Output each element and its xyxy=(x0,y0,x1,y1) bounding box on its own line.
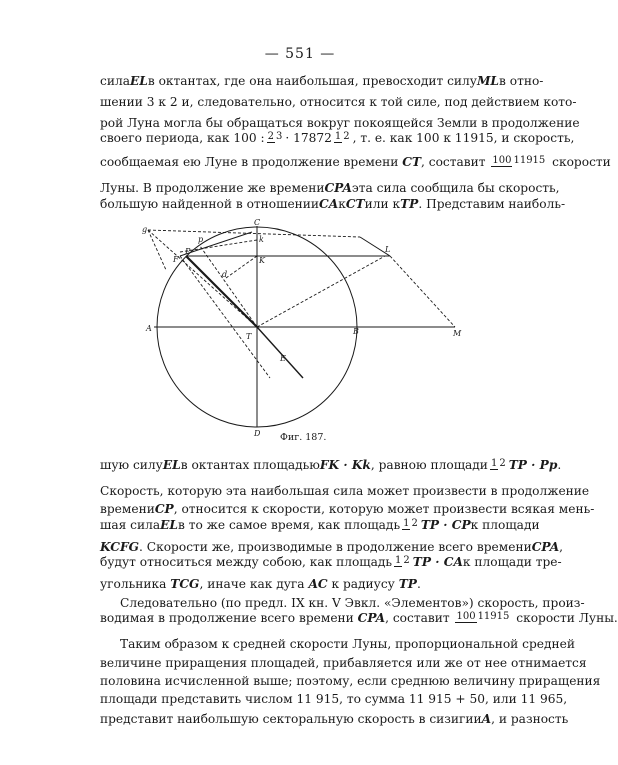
text-line: Следовательно (по предл. IX кн. V Эвкл. «Элементов») скорость, произ- xyxy=(120,596,585,610)
text-line: KCFG . Скорости же, производимые в продолжение всего времени CPA , xyxy=(100,540,564,554)
label-k: k xyxy=(259,235,264,244)
text-line: Скорость, которую эта наибольшая сила может произвести в продолжение xyxy=(100,484,590,498)
text-line: будут относиться между собою, как площадь 1 2 TP · CA к площади тре- xyxy=(100,555,562,569)
text-line: угольника TCG , иначе как дуга AC к радиусу TP . xyxy=(100,577,421,591)
label-F: F xyxy=(173,255,179,264)
label-M: M xyxy=(453,329,462,338)
line-L-M xyxy=(390,256,455,327)
page-number: — 551 — xyxy=(264,46,336,62)
fraction: 1 2 xyxy=(334,131,350,142)
label-g: g xyxy=(142,225,148,234)
figure-caption: Фиг. 187. xyxy=(280,432,327,443)
label-L: L xyxy=(385,245,391,254)
label-T: T xyxy=(246,332,252,341)
label-d: d xyxy=(222,270,228,279)
fraction: 100 11915 xyxy=(456,611,510,622)
text-line: половина исчисленной выше; поэтому, если среднюю величину приращения xyxy=(100,674,601,688)
figure-187 xyxy=(140,218,480,438)
text-line: шая сила EL в то же самое время, как площадь 1 2 TP · CP к площади xyxy=(100,518,540,532)
label-B: B xyxy=(353,327,359,336)
text-line: шении 3 к 2 и, следовательно, относится к той силе, под действием кото- xyxy=(100,95,577,109)
text-line: своего периода, как 100 : 2 3 · 17872 1 2 , т. е. как 100 к 11915, и скорость, xyxy=(100,131,575,145)
text-line: площади представить числом 11 915, то сумма 11 915 + 50, или 11 965, xyxy=(100,692,568,706)
fraction: 2 3 xyxy=(267,131,283,142)
label-p: p xyxy=(198,235,204,244)
text-line: водимая в продолжение всего времени CPA , составит 100 11915 скорости Луны. xyxy=(100,611,618,625)
text-line: рой Луна могла бы обращаться вокруг покоящейся Земли в продолжение xyxy=(100,116,580,130)
fraction: 1 2 xyxy=(403,518,418,529)
text-line: Таким образом к средней скорости Луны, пропорциональной средней xyxy=(120,637,575,651)
label-P: P xyxy=(185,247,191,256)
text-line: величине приращения площадей, прибавляется или же от нее отнимается xyxy=(100,656,587,670)
geometric-diagram xyxy=(140,218,480,438)
text-line: сообщаемая ею Луне в продолжение времени CT , составит 100 11915 скорости xyxy=(100,155,611,169)
label-E: E xyxy=(280,354,286,363)
label-K: K xyxy=(259,256,265,265)
line-T-L xyxy=(257,256,385,327)
label-D: D xyxy=(254,429,261,438)
label-C: C xyxy=(254,218,261,227)
text-line: времени CP , относится к скорости, которую может произвести всякая мень- xyxy=(100,502,595,516)
text-line: большую найденной в отношении CA к CT или к TP . Представим наиболь- xyxy=(100,197,566,211)
text-line: сила EL в октантах, где она наибольшая, превосходит силу ML в отно- xyxy=(100,74,544,88)
fraction: 1 2 xyxy=(490,458,506,469)
text-line: шую силу EL в октантах площадью FK · Kk , равною площади 1 2 TP · Pp . xyxy=(100,458,562,472)
text-line: представит наибольшую секторальную скорость в сизигии A , и разность xyxy=(100,712,569,726)
line-g-T xyxy=(148,230,257,327)
label-A: A xyxy=(146,324,152,333)
line-P-T xyxy=(186,256,257,327)
fraction: 100 11915 xyxy=(492,155,546,166)
text-line: Луны. В продолжение же времени CPA эта сила сообщила бы скорость, xyxy=(100,181,560,195)
fraction: 1 2 xyxy=(395,555,410,566)
